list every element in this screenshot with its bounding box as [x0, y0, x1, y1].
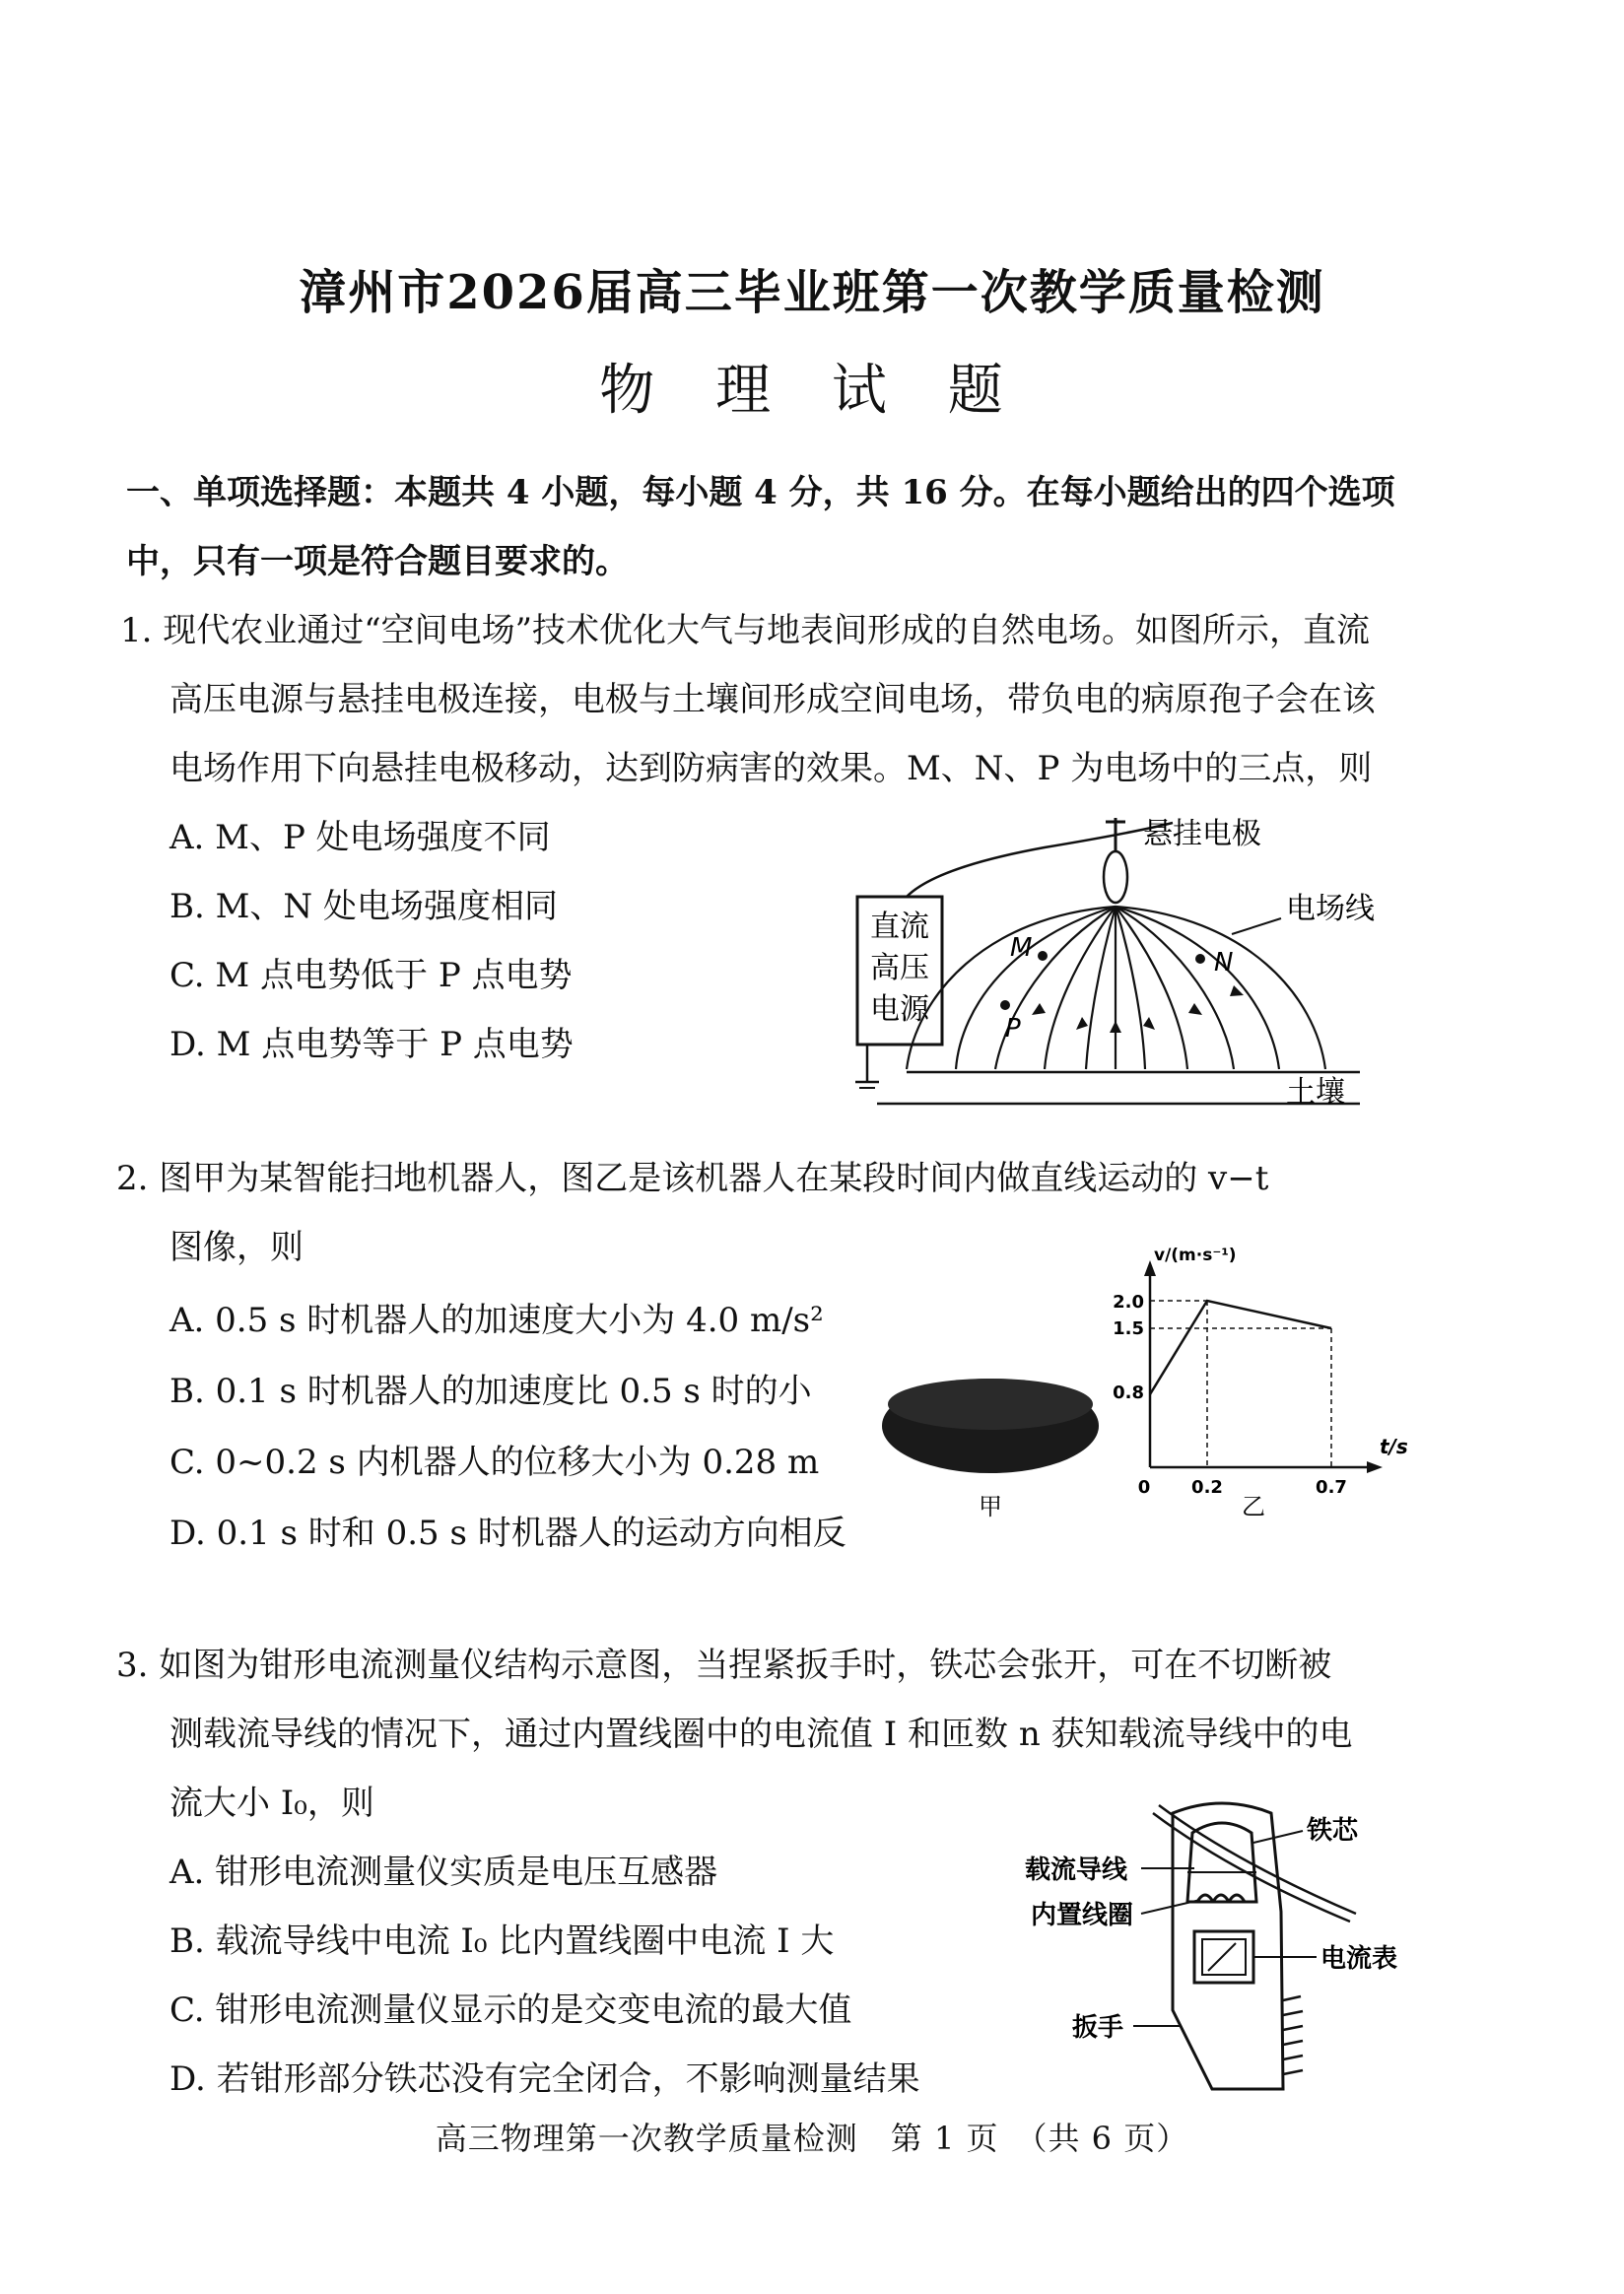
ytick-0-8: 0.8: [1113, 1383, 1144, 1403]
exam-title: 漳州市2026届高三毕业班第一次教学质量检测: [299, 265, 1325, 320]
point-p-label: P: [1005, 1014, 1021, 1044]
point-m-label: M: [1010, 933, 1033, 963]
origin-label: 0: [1137, 1477, 1151, 1498]
power-source-label-3: 电源: [870, 992, 929, 1027]
point-n-label: N: [1214, 948, 1234, 978]
q2-figure: [882, 1247, 1414, 1532]
point-p: [1000, 1000, 1010, 1010]
xtick-0-7: 0.7: [1316, 1477, 1347, 1498]
handle-label: 扳手: [1072, 2013, 1124, 2043]
soil-label: 土壤: [1286, 1075, 1345, 1110]
x-axis-label: t/s: [1380, 1435, 1408, 1458]
section-heading-line1: 一、单项选择题：本题共 4 小题，每小题 4 分，共 16 分。在每小题给出的四个选项: [126, 473, 1395, 512]
q2-stem-line1: 2. 图甲为某智能扫地机器人，图乙是该机器人在某段时间内做直线运动的 v−t: [116, 1159, 1269, 1198]
q2-stem-line2: 图像，则: [169, 1228, 304, 1267]
q2-option-b: B. 0.1 s 时机器人的加速度比 0.5 s 时的小: [169, 1372, 812, 1411]
q2-option-d: D. 0.1 s 时和 0.5 s 时机器人的运动方向相反: [169, 1514, 846, 1553]
field-lines: [907, 907, 1325, 1069]
label-yi: 乙: [1242, 1493, 1265, 1520]
q2-option-c: C. 0~0.2 s 内机器人的位移大小为 0.28 m: [169, 1443, 820, 1482]
section-heading-line2: 中，只有一项是符合题目要求的。: [126, 542, 629, 581]
page-footer: 高三物理第一次教学质量检测 第 1 页 （共 6 页）: [435, 2120, 1189, 2157]
y-axis-label: v/(m·s⁻¹): [1154, 1247, 1237, 1265]
wire-label: 载流导线: [1025, 1855, 1128, 1885]
coil-label: 内置线圈: [1031, 1901, 1134, 1930]
field-arrows: [1032, 985, 1244, 1033]
q1-stem-line1: 1. 现代农业通过“空间电场”技术优化大气与地表间形成的自然电场。如图所示，直流: [120, 611, 1371, 650]
ytick-2-0: 2.0: [1113, 1292, 1144, 1313]
vt-chart: [1113, 1247, 1408, 1498]
q3-figure: [1025, 1793, 1439, 2109]
clamp-body: [1173, 1803, 1283, 2089]
q3-option-b: B. 载流导线中电流 I₀ 比内置线圈中电流 I 大: [169, 1922, 835, 1961]
q1-figure: [847, 808, 1399, 1123]
q1-stem-line3: 电场作用下向悬挂电极移动，达到防病害的效果。M、N、P 为电场中的三点，则: [169, 749, 1373, 788]
electrode-bulb: [1104, 851, 1127, 903]
q3-stem-line3: 流大小 I₀，则: [169, 1784, 374, 1823]
electrode-label: 悬挂电极: [1143, 817, 1261, 851]
vt-line: [1150, 1301, 1331, 1394]
q1-stem-line2: 高压电源与悬挂电极连接，电极与土壤间形成空间电场，带负电的病原孢子会在该: [169, 680, 1376, 719]
point-m: [1038, 951, 1048, 961]
q1-option-a: A. M、P 处电场强度不同: [169, 818, 551, 857]
q1-option-b: B. M、N 处电场强度相同: [169, 887, 558, 926]
power-wire: [907, 823, 1173, 897]
subject-title: 物 理 试 题: [599, 359, 1025, 423]
power-source-label-1: 直流: [870, 910, 929, 944]
power-source-label-2: 高压: [870, 951, 929, 985]
core-label: 铁芯: [1307, 1816, 1359, 1846]
q3-option-c: C. 钳形电流测量仪显示的是交变电流的最大值: [169, 1990, 852, 2030]
q1-option-d: D. M 点电势等于 P 点电势: [169, 1025, 574, 1064]
label-jia: 甲: [979, 1493, 1002, 1520]
point-n: [1195, 954, 1205, 964]
ytick-1-5: 1.5: [1113, 1318, 1144, 1339]
xtick-0-2: 0.2: [1191, 1477, 1223, 1498]
handle-ridges: [1283, 1996, 1303, 2074]
field-line-pointer: [1232, 918, 1281, 934]
iron-core: [1187, 1823, 1256, 1902]
q3-stem-line1: 3. 如图为钳形电流测量仪结构示意图，当捏紧扳手时，铁芯会张开，可在不切断被: [116, 1646, 1332, 1685]
field-line-label: 电场线: [1286, 892, 1375, 926]
q3-option-a: A. 钳形电流测量仪实质是电压互感器: [169, 1853, 718, 1892]
meter-label: 电流表: [1320, 1944, 1398, 1974]
q2-option-a: A. 0.5 s 时机器人的加速度大小为 4.0 m/s²: [169, 1301, 824, 1340]
q1-option-c: C. M 点电势低于 P 点电势: [169, 956, 573, 995]
q3-stem-line2: 测载流导线的情况下，通过内置线圈中的电流值 I 和匝数 n 获知载流导线中的电: [169, 1715, 1353, 1754]
q3-option-d: D. 若钳形部分铁芯没有完全闭合，不影响测量结果: [169, 2059, 920, 2099]
